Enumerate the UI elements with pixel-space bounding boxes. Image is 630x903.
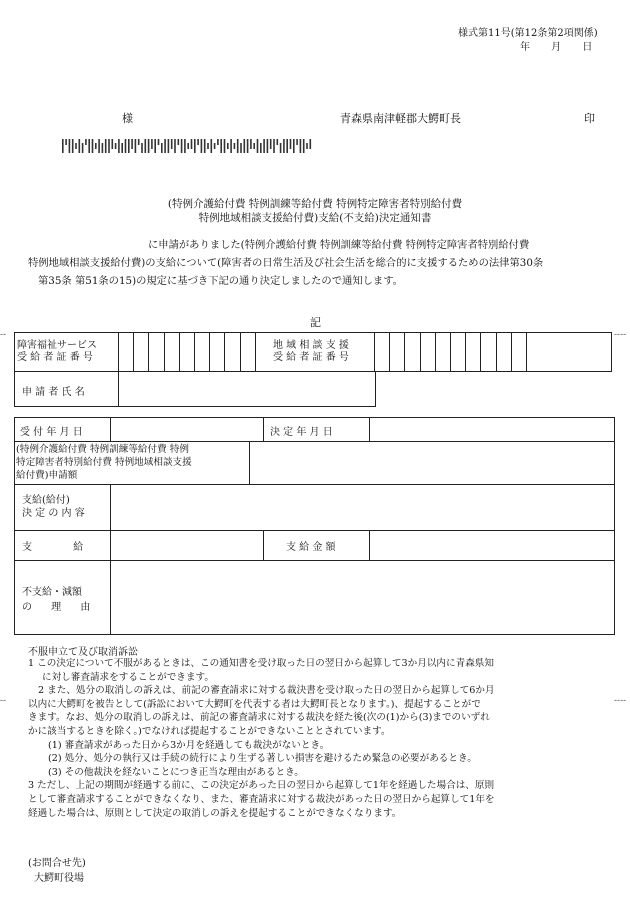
barcode-bar xyxy=(286,139,288,153)
barcode-bar xyxy=(267,139,269,153)
barcode-bar xyxy=(300,139,302,153)
digit-cell[interactable] xyxy=(374,332,389,372)
barcode-bar xyxy=(197,139,199,145)
barcode-bar xyxy=(310,139,312,149)
digit-cell[interactable] xyxy=(179,332,194,372)
reason-field[interactable] xyxy=(111,561,614,634)
digit-cell[interactable] xyxy=(118,332,133,372)
barcode-bar xyxy=(85,139,87,145)
barcode-bar xyxy=(112,139,114,149)
barcode-bar xyxy=(108,139,110,153)
received-date-label: 受 付 年 月 日 xyxy=(20,427,83,438)
decision-content-field[interactable] xyxy=(111,485,614,529)
barcode-bar xyxy=(277,139,279,145)
cut-mark-left-bottom: -- xyxy=(0,696,7,706)
barcode-bar xyxy=(181,139,183,153)
barcode-bar xyxy=(105,139,107,153)
digit-cell[interactable] xyxy=(133,332,148,372)
decision-date-label: 決 定 年 月 日 xyxy=(270,427,333,438)
barcode-bar xyxy=(121,143,123,153)
title-line1: (特例介護給付費 特例訓練等給付費 特例特定障害者特別給付費 xyxy=(167,198,463,210)
barcode-bar xyxy=(214,143,216,149)
barcode-bar xyxy=(240,143,242,153)
barcode-bar xyxy=(217,139,219,145)
barcode-bar xyxy=(82,143,84,153)
barcode-bar xyxy=(257,139,259,153)
digit-cell[interactable] xyxy=(224,332,239,372)
digit-cell[interactable] xyxy=(435,332,450,372)
reason-label: 不支給・減額 の 理 由 xyxy=(22,587,91,613)
contact-office: 大鰐町役場 xyxy=(34,873,84,884)
barcode-bar xyxy=(72,139,74,153)
claim-amount-label: (特例介護給付費 特例訓練等給付費 特例 特定障害者特別給付費 特例地域相談支援 給付費)申請額 xyxy=(16,444,192,481)
applicant-name-field[interactable] xyxy=(119,372,375,406)
barcode-bar xyxy=(306,143,308,149)
cut-mark-right-top: ---- xyxy=(614,330,627,340)
digit-cell[interactable] xyxy=(465,332,480,372)
payment-field[interactable] xyxy=(111,531,262,559)
barcode-bar xyxy=(303,139,305,153)
barcode-bar xyxy=(227,143,229,149)
barcode-bar xyxy=(207,143,209,149)
digit-cell[interactable] xyxy=(389,332,404,372)
barcode-bar xyxy=(220,139,222,153)
consult-cert-digit-cells[interactable] xyxy=(374,332,526,372)
ki-heading: 記 xyxy=(310,316,321,329)
welfare-cert-label: 障害福祉サービス 受 給 者 証 番 号 xyxy=(17,340,97,363)
barcode-bar xyxy=(270,139,272,149)
barcode-bar xyxy=(102,143,104,153)
barcode-bar xyxy=(201,139,203,153)
barcode-bar xyxy=(237,139,239,153)
customer-barcode xyxy=(62,137,312,157)
barcode-bar xyxy=(187,143,189,149)
barcode-bar xyxy=(131,139,133,149)
digit-cell[interactable] xyxy=(194,332,209,372)
barcode-bar xyxy=(247,139,249,153)
barcode-bar xyxy=(230,139,232,153)
barcode-bar xyxy=(224,139,226,153)
payment-amount-label: 支 給 金 額 xyxy=(286,542,336,553)
cut-mark-right-bottom: ---- xyxy=(614,696,627,706)
barcode-bar xyxy=(168,139,170,153)
applicant-name-label: 申 請 者 氏 名 xyxy=(22,387,85,398)
decision-content-label: 支給(給付) 決 定 の 内 容 xyxy=(22,495,85,519)
digit-cell[interactable] xyxy=(148,332,163,372)
barcode-bar xyxy=(194,139,196,153)
digit-cell[interactable] xyxy=(496,332,511,372)
barcode-bar xyxy=(141,143,143,153)
barcode-bar xyxy=(69,139,71,153)
barcode-bar xyxy=(138,139,140,145)
barcode-bar xyxy=(65,139,67,145)
barcode-bar xyxy=(204,139,206,153)
barcode-bar xyxy=(125,139,127,153)
barcode-bar xyxy=(234,143,236,149)
appeal-notes: 1 この決定について不服があるときは、この通知書を受け取った日の翌日から起算して3か月以内に青森県知 に対し審査請求をすることができます。 2 また、処分の取消しの訴えは、前記の審査請求に対する裁決書を受け取った日の翌日から起算して6か月 以内に大鰐町を被告として(訴訟において大鰐町を代表する者は大鰐町長となります。)、提起することがで きます。なお、処分の取消しの訴えは、前記の審査請求に対する裁決を経た後(次の(1)から(3)までのいずれ かに該当するときを除く。)でなければ提起することができないこととされています。 (1) 審査請求があった日から3か月を経過しても裁決がないとき。 (2) 処分、処分の執行又は手続の続行により生ずる著しい損害を避けるため緊急の必要があるとき。 (3) その他裁決を経ないことにつき正当な理由があるとき。 3 ただし、上記の期間が経過する前に、この決定があった日の翌日から起算して1年を経過した場合は、原則 として審査請求することができなくなり、また、審査請求に対する裁決があった日の翌日から起算して1年を 経過した場合は、原則として決定の取消しの訴えを提起することができなくなります。 xyxy=(28,658,495,819)
barcode-bar xyxy=(148,139,150,153)
seal-mark: 印 xyxy=(584,112,595,125)
barcode-bar xyxy=(158,139,160,145)
barcode-bar xyxy=(164,139,166,153)
intro-line1: に申請がありました(特例介護給付費 特例訓練等給付費 特例特定障害者特別給付費 xyxy=(148,239,530,251)
barcode-bar xyxy=(135,139,137,153)
digit-cell[interactable] xyxy=(450,332,465,372)
barcode-bar xyxy=(211,139,213,153)
barcode-bar xyxy=(244,139,246,153)
barcode-bar xyxy=(95,143,97,149)
form-number: 様式第11号(第12条第2項関係) xyxy=(458,28,598,39)
barcode-bar xyxy=(184,139,186,153)
barcode-bar xyxy=(115,143,117,149)
barcode-bar xyxy=(88,139,90,153)
digit-cell[interactable] xyxy=(164,332,179,372)
barcode-bar xyxy=(253,143,255,149)
digit-cell[interactable] xyxy=(404,332,419,372)
digit-cell[interactable] xyxy=(209,332,224,372)
title-line2: 特例地域相談支援給付費)支給(不支給)決定通知書 xyxy=(198,212,432,224)
barcode-bar xyxy=(161,143,163,153)
barcode-bar xyxy=(250,139,252,149)
received-date-field[interactable] xyxy=(111,418,262,440)
appeal-heading: 不服申立て及び取消訴訟 xyxy=(28,647,138,658)
date-line: 年 月 日 xyxy=(520,42,593,53)
digit-cell[interactable] xyxy=(255,332,270,372)
decision-date-field[interactable] xyxy=(370,418,614,440)
welfare-cert-digit-cells[interactable] xyxy=(118,332,270,372)
addressee-suffix: 様 xyxy=(122,112,133,125)
cut-mark-left-top: -- xyxy=(0,330,7,340)
barcode-bar xyxy=(178,139,180,145)
barcode-bar xyxy=(174,139,176,153)
barcode-bar xyxy=(263,139,265,153)
barcode-bar xyxy=(191,139,193,149)
claim-amount-field[interactable] xyxy=(250,442,614,483)
digit-cell[interactable] xyxy=(511,332,526,372)
digit-cell[interactable] xyxy=(480,332,495,372)
payment-amount-field[interactable] xyxy=(370,531,614,559)
contact-label: (お問合せ先) xyxy=(28,858,86,869)
intro-line2: 特例地域相談支援給付費)の支給について(障害者の日常生活及び社会生活を総合的に支援するための法律第30条 xyxy=(28,257,544,269)
barcode-bar xyxy=(293,139,295,153)
barcode-bar xyxy=(62,139,64,153)
barcode-bar xyxy=(280,143,282,153)
barcode-bar xyxy=(260,143,262,153)
barcode-bar xyxy=(273,139,275,153)
barcode-bar xyxy=(283,139,285,153)
barcode-bar xyxy=(290,139,292,149)
digit-cell[interactable] xyxy=(420,332,435,372)
payment-label: 支 給 xyxy=(22,542,84,553)
barcode-bar xyxy=(154,139,156,153)
barcode-bar xyxy=(151,139,153,149)
digit-cell[interactable] xyxy=(240,332,255,372)
barcode-bar xyxy=(171,139,173,149)
barcode-bar xyxy=(128,139,130,153)
barcode-bar xyxy=(75,143,77,149)
barcode-bar xyxy=(118,139,120,153)
intro-line3: 第35条 第51条の15)の規定に基づき下記の通り決定しましたので通知します。 xyxy=(38,275,403,287)
consult-cert-label: 地 域 相 談 支 援 受 給 者 証 番 号 xyxy=(273,340,349,363)
barcode-bar xyxy=(92,139,94,153)
barcode-bar xyxy=(145,139,147,153)
issuer-name: 青森県南津軽郡大鰐町長 xyxy=(340,112,461,125)
barcode-bar xyxy=(296,139,298,145)
barcode-bar xyxy=(79,139,81,153)
barcode-bar xyxy=(98,139,100,153)
